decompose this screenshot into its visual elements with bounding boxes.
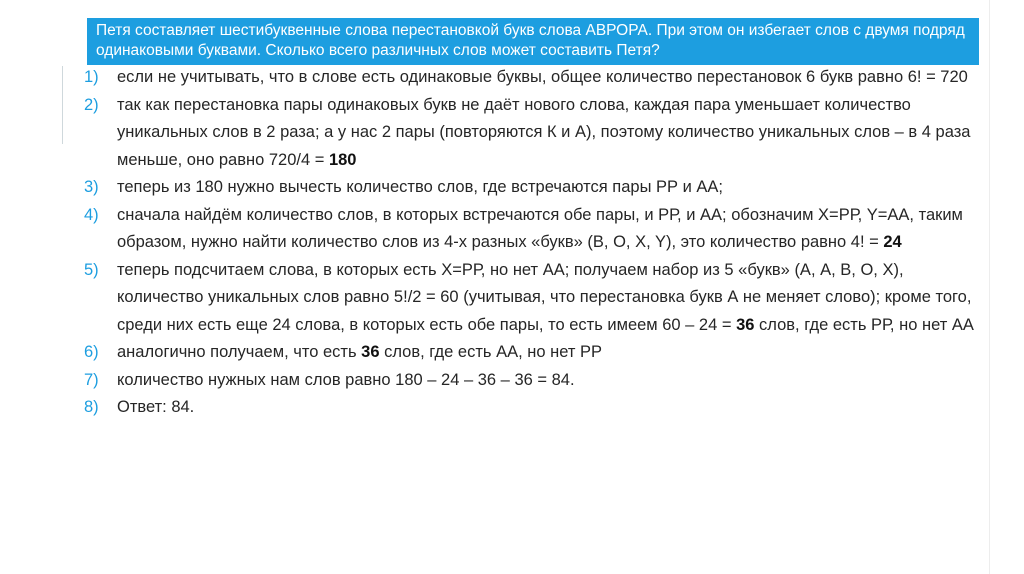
problem-statement-text: Петя составляет шестибуквенные слова перестановкой букв слова АВРОРА. При этом он избегает слов с двумя подряд одинаковыми буквами. Сколько всего различных слов может составить Петя? — [96, 22, 965, 59]
step-text: количество нужных нам слов равно 180 – 24 – 36 – 36 = 84. — [117, 370, 575, 389]
list-item — [84, 64, 984, 92]
step-number: 7) — [84, 370, 99, 389]
result-value: 36 — [361, 343, 380, 361]
list-item — [84, 394, 984, 422]
result-value: 36 — [736, 315, 755, 334]
list-item — [84, 92, 984, 175]
step-number: 3) — [84, 178, 99, 196]
step-number: 5) — [84, 260, 99, 279]
list-item — [84, 339, 984, 367]
step-text: аналогично получаем, что есть 36 слов, где есть АА, но нет РР — [117, 343, 603, 361]
list-item — [84, 257, 984, 340]
step-text: так как перестановка пары одинаковых букв не даёт нового слова, каждая пара уменьшает количество уникальных слов в 2 раза; а у нас 2 пары (повторяются К и А), поэтому количество уникальных слов – в 4 раза меньше, оно равно 720/4 = 180 — [117, 95, 971, 169]
step-number: 4) — [84, 205, 99, 224]
step-text: сначала найдём количество слов, в которых встречаются обе пары, и РР, и АА; обозначим X=РР, Y=АА, таким образом, нужно найти количество слов из 4-х разных «букв» (В, О, X, Y), это количество равно 4! = 24 — [117, 205, 963, 251]
result-value: 24 — [883, 233, 902, 251]
result-value: 180 — [328, 150, 357, 169]
step-number: 2) — [84, 95, 99, 114]
slide-edge-divider — [989, 0, 990, 574]
list-item — [84, 174, 984, 202]
list-item — [84, 202, 984, 257]
problem-statement — [87, 18, 979, 65]
left-accent-line — [62, 66, 63, 144]
solution-steps-list — [84, 64, 984, 422]
step-text: если не учитывать, что в слове есть одинаковые буквы, общее количество перестановок 6 букв равно 6! = 720 — [117, 68, 968, 86]
step-text: теперь из 180 нужно вычесть количество слов, где встречаются пары РР и АА; — [117, 178, 724, 196]
step-number: 1) — [84, 68, 99, 86]
step-number: 6) — [84, 343, 99, 361]
list-item — [84, 367, 984, 395]
step-number: 8) — [84, 398, 99, 416]
step-text: теперь подсчитаем слова, в которых есть X=РР, но нет АА; получаем набор из 5 «букв» (А, А, В, О, X), количество уникальных слов равно 5!/2 = 60 (учитывая, что перестановка букв А не меняет слово); кроме того, среди них есть еще 24 слова, в которых есть обе пары, то есть имеем 60 – 24 = 36 слов, где есть РР, но нет АА — [117, 260, 974, 334]
step-text: Ответ: 84. — [117, 398, 195, 416]
